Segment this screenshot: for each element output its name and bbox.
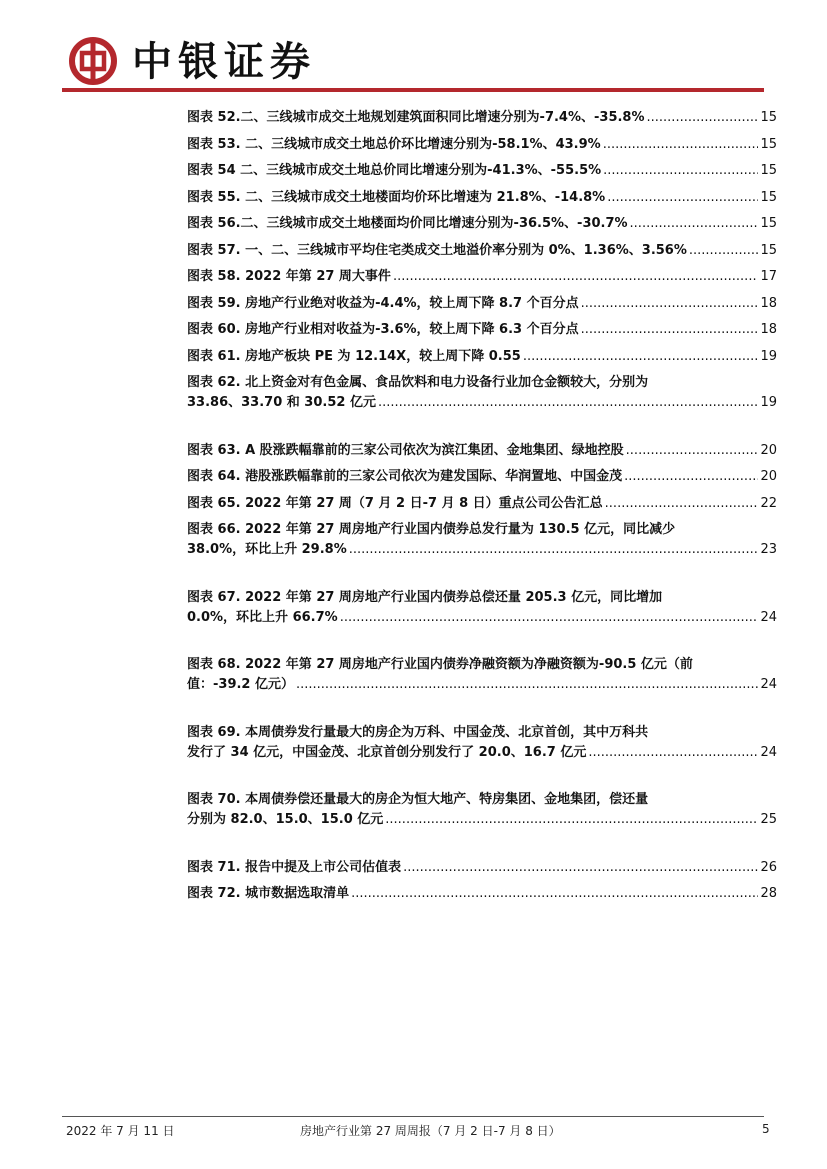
- toc-entry[interactable]: [187, 588, 777, 628]
- dot-leader: [581, 320, 759, 340]
- toc-entry-page: 20: [760, 442, 777, 458]
- toc-entry-page: 24: [760, 609, 777, 625]
- toc-entry[interactable]: [187, 135, 777, 155]
- brand-name: 中银证券: [132, 38, 316, 85]
- dot-leader: [607, 188, 758, 208]
- toc-entry-title: 图表 61. 房地产板块 PE 为 12.14X，较上周下降 0.55: [187, 348, 521, 364]
- toc-entry-page: 19: [760, 395, 777, 410]
- toc-entry-title: 图表 57. 一、二、三线城市平均住宅类成交土地溢价率分别为 0%、1.36%、3.56%: [187, 242, 687, 258]
- toc-entry-title: 图表 65. 2022 年第 27 周（7 月 2 日-7 月 8 日）重点公司公告汇总: [187, 495, 603, 511]
- toc-entry-page: 24: [760, 744, 777, 760]
- dot-leader: [340, 608, 759, 628]
- toc-entry-title: 0.0%，环比上升 66.7%: [187, 609, 338, 625]
- toc-entry-page: 15: [760, 163, 777, 178]
- toc-entry[interactable]: [187, 520, 777, 560]
- toc-entry-title: 图表 59. 房地产行业绝对收益为-4.4%，较上周下降 8.7 个百分点: [187, 295, 579, 311]
- dot-leader: [378, 393, 759, 413]
- toc-entry-page: 15: [760, 110, 777, 125]
- toc-entry-title: 图表 64. 港股涨跌幅靠前的三家公司依次为建发国际、华润置地、中国金茂: [187, 469, 623, 484]
- toc-entry-title: 33.86、33.70 和 30.52 亿元: [187, 395, 376, 410]
- toc-entry[interactable]: [187, 347, 777, 367]
- toc-entry[interactable]: [187, 858, 777, 878]
- dot-leader: [603, 161, 758, 181]
- toc-entry-page: 15: [760, 216, 777, 231]
- toc-entry[interactable]: [187, 494, 777, 514]
- dot-leader: [393, 267, 759, 287]
- toc-entry-page: 15: [760, 189, 777, 205]
- toc-entry[interactable]: [187, 241, 777, 261]
- toc-entry[interactable]: [187, 214, 777, 234]
- dot-leader: [351, 884, 758, 904]
- bank-of-china-logo-icon: [68, 36, 118, 86]
- toc-entry-title: 图表 55. 二、三线城市成交土地楼面均价环比增速为 21.8%、-14.8%: [187, 189, 606, 205]
- header-divider: [62, 88, 764, 92]
- toc-entry-title-line1: 图表 67. 2022 年第 27 周房地产行业国内债券总偿还量 205.3 亿元，同比增加: [187, 589, 663, 605]
- toc-entry-title: 图表 54 二、三线城市成交土地总价同比增速分别为-41.3%、-55.5%: [187, 163, 602, 178]
- dot-leader: [630, 214, 759, 234]
- toc-entry-page: 17: [760, 269, 777, 284]
- dot-leader: [385, 810, 758, 830]
- dot-leader: [581, 294, 759, 314]
- toc-entry[interactable]: [187, 884, 777, 904]
- toc-entry-title: 图表 53. 二、三线城市成交土地总价环比增速分别为-58.1%、43.9%: [187, 136, 601, 152]
- toc-entry-title: 图表 58. 2022 年第 27 周大事件: [187, 269, 391, 284]
- toc-entry-title: 发行了 34 亿元，中国金茂、北京首创分别发行了 20.0、16.7 亿元: [187, 744, 587, 760]
- toc-entry[interactable]: [187, 320, 777, 340]
- toc-entry-page: 19: [760, 348, 777, 364]
- toc-entry-title: 分别为 82.0、15.0、15.0 亿元: [187, 812, 384, 827]
- toc-entry[interactable]: [187, 790, 777, 830]
- dot-leader: [647, 108, 759, 128]
- dot-leader: [624, 467, 758, 487]
- toc-entry-page: 26: [760, 859, 777, 875]
- dot-leader: [689, 241, 759, 261]
- toc-entry-title-line1: 图表 70. 本周债券偿还量最大的房企为恒大地产、特房集团、金地集团，偿还量: [187, 792, 649, 807]
- toc-entry-page: 24: [760, 677, 777, 692]
- toc-entry-title: 图表 72. 城市数据选取清单: [187, 886, 350, 901]
- toc-entry[interactable]: [187, 267, 777, 287]
- toc-entry-page: 23: [760, 542, 777, 557]
- footer-page-number: 5: [762, 1122, 770, 1136]
- toc-entry-title: 图表 52.二、三线城市成交土地规划建筑面积同比增速分别为-7.4%、-35.8%: [187, 110, 645, 125]
- toc-entry-page: 18: [760, 322, 777, 337]
- toc-entry-title-line1: 图表 66. 2022 年第 27 周房地产行业国内债券总发行量为 130.5 亿元，同比减少: [187, 522, 676, 537]
- toc-entry-page: 22: [760, 495, 777, 511]
- dot-leader: [588, 743, 758, 763]
- toc-entry-title: 图表 56.二、三线城市成交土地楼面均价同比增速分别为-36.5%、-30.7%: [187, 216, 628, 231]
- dot-leader: [296, 675, 758, 695]
- toc-entry[interactable]: [187, 723, 777, 763]
- toc-entry-title: 图表 60. 房地产行业相对收益为-3.6%，较上周下降 6.3 个百分点: [187, 322, 579, 337]
- toc-entry-title-line1: 图表 68. 2022 年第 27 周房地产行业国内债券净融资额为净融资额为-90.5 亿元（前: [187, 657, 693, 672]
- toc-entry-title: 值：-39.2 亿元）: [187, 677, 294, 692]
- footer-divider: [62, 1116, 764, 1117]
- toc-entry[interactable]: [187, 467, 777, 487]
- toc-entry-title: 38.0%，环比上升 29.8%: [187, 542, 347, 557]
- toc-entry-page: 25: [760, 812, 777, 827]
- toc-entry[interactable]: [187, 373, 777, 413]
- footer-date: 2022 年 7 月 11 日: [66, 1124, 175, 1138]
- dot-leader: [603, 135, 759, 155]
- toc-entry-title: 图表 63. A 股涨跌幅靠前的三家公司依次为滨江集团、金地集团、绿地控股: [187, 442, 624, 458]
- toc-entry[interactable]: [187, 655, 777, 695]
- toc-entry-page: 18: [760, 295, 777, 311]
- toc-entry[interactable]: [187, 161, 777, 181]
- dot-leader: [349, 540, 759, 560]
- dot-leader: [605, 494, 759, 514]
- toc-entry-title-line1: 图表 69. 本周债券发行量最大的房企为万科、中国金茂、北京首创，其中万科共: [187, 724, 649, 740]
- dot-leader: [523, 347, 759, 367]
- toc-entry-page: 20: [760, 469, 777, 484]
- toc-entry-page: 15: [760, 242, 777, 258]
- dot-leader: [626, 441, 759, 461]
- toc-entry-page: 15: [760, 136, 777, 152]
- toc-entry[interactable]: [187, 108, 777, 128]
- toc-entry[interactable]: [187, 441, 777, 461]
- toc-entry[interactable]: [187, 188, 777, 208]
- toc-entry-title-line1: 图表 62. 北上资金对有色金属、食品饮料和电力设备行业加仓金额较大，分别为: [187, 375, 649, 390]
- report-header: [62, 30, 802, 86]
- footer-report-title: 房地产行业第 27 周周报（7 月 2 日-7 月 8 日）: [300, 1124, 561, 1138]
- toc-entry-page: 28: [760, 886, 777, 901]
- dot-leader: [403, 858, 758, 878]
- toc-entry-title: 图表 71. 报告中提及上市公司估值表: [187, 859, 402, 875]
- toc-entry[interactable]: [187, 294, 777, 314]
